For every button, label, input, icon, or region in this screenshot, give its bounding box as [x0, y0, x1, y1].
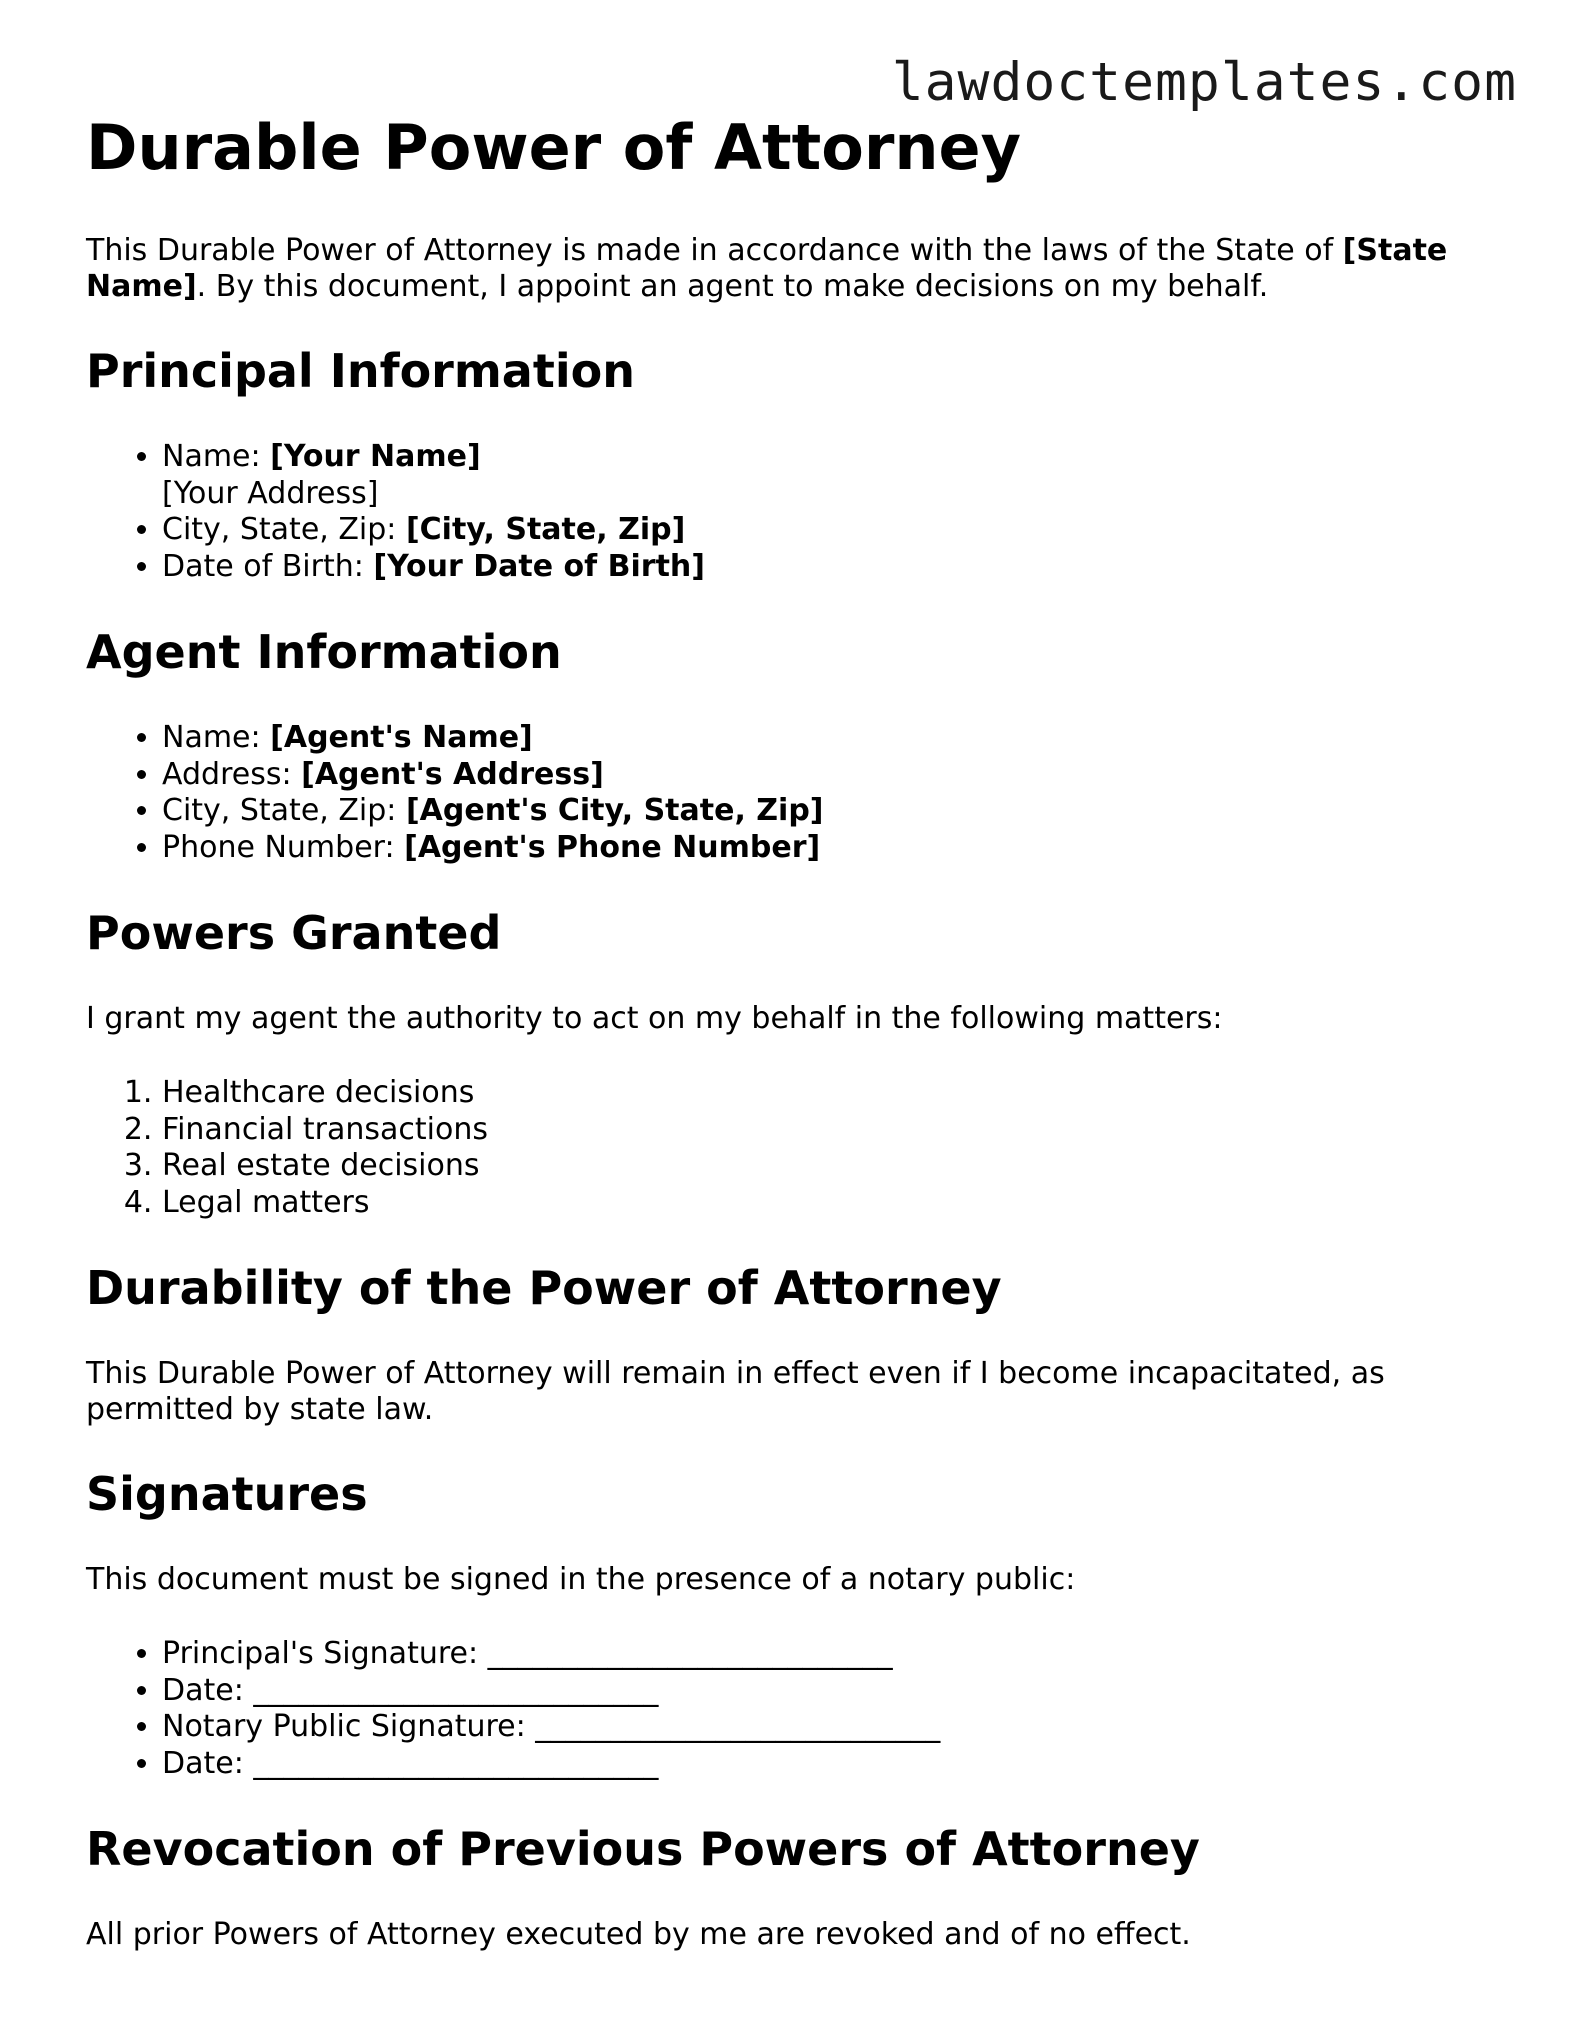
durability-text: This Durable Power of Attorney will remain in effect even if I become incapacitated, as permitted by state law. — [86, 1356, 1385, 1427]
agent-item-label: Phone Number: — [162, 829, 405, 865]
signatures-list — [86, 1636, 1506, 1782]
intro-text-after: . By this document, I appoint an agent to make decisions on my behalf. — [196, 269, 1269, 304]
principal-dob-label: Date of Birth: — [162, 548, 374, 584]
principal-dob-value: [Your Date of Birth] — [373, 548, 706, 584]
signatures-intro: This document must be signed in the presence of a notary public: — [86, 1562, 1076, 1597]
principal-address: [Your Address] — [162, 475, 379, 511]
document-body — [86, 108, 1506, 1991]
powers-list — [86, 1075, 1506, 1221]
signature-label: Date: — [162, 1745, 254, 1781]
agent-item-value: [Agent's Phone Number] — [404, 829, 821, 865]
revocation-text: All prior Powers of Attorney executed by me are revoked and of no effect. — [86, 1917, 1191, 1952]
signature-label: Principal's Signature: — [162, 1636, 488, 1671]
signature-blank-line: ___________________________ — [253, 1745, 659, 1781]
revocation-heading: Revocation of Previous Powers of Attorney — [86, 1822, 1200, 1876]
agent-item-value: [Agent's City, State, Zip] — [405, 793, 824, 828]
principal-date-item — [162, 1673, 1506, 1710]
principal-city-value: [City, State, Zip] — [405, 512, 686, 547]
power-item: 3. Real estate decisions — [162, 1148, 1506, 1185]
signature-label: Notary Public Signature: — [162, 1709, 536, 1744]
power-item: 4. Legal matters — [162, 1185, 1506, 1222]
signature-blank-line: ___________________________ — [487, 1636, 893, 1671]
signature-blank-line: ___________________________ — [535, 1709, 941, 1744]
durability-heading: Durability of the Power of Attorney — [86, 1261, 1002, 1315]
document-title: Durable Power of Attorney — [86, 111, 1021, 184]
agent-address-item — [162, 757, 1506, 794]
principal-dob-item — [162, 549, 1506, 586]
signature-label: Date: — [162, 1672, 254, 1708]
principal-city-item — [162, 512, 1506, 549]
power-item: 1. Healthcare decisions — [162, 1075, 1506, 1112]
agent-item-label: City, State, Zip: — [162, 793, 406, 828]
agent-item-value: [Agent's Address] — [301, 756, 604, 792]
state-name-placeholder: [State Name] — [86, 233, 1448, 304]
agent-city-item — [162, 793, 1506, 830]
agent-heading: Agent Information — [86, 625, 562, 679]
principal-city-label: City, State, Zip: — [162, 512, 406, 547]
principal-signature-item — [162, 1636, 1506, 1673]
power-item: 2. Financial transactions — [162, 1112, 1506, 1149]
signature-blank-line: ___________________________ — [253, 1672, 659, 1708]
agent-list — [86, 720, 1506, 866]
notary-date-item — [162, 1746, 1506, 1783]
notary-signature-item — [162, 1709, 1506, 1746]
principal-name-value: [Your Name] — [270, 439, 481, 474]
agent-item-label: Address: — [162, 756, 302, 792]
principal-name-item — [162, 439, 1506, 512]
powers-heading: Powers Granted — [86, 906, 502, 960]
intro-text-before: This Durable Power of Attorney is made in accordance with the laws of the State of — [86, 233, 1343, 268]
site-watermark: lawdoctemplates.com — [891, 52, 1517, 113]
signatures-heading: Signatures — [86, 1467, 368, 1521]
agent-item-value: [Agent's Name] — [270, 720, 533, 755]
agent-phone-item — [162, 830, 1506, 867]
agent-name-item — [162, 720, 1506, 757]
powers-intro: I grant my agent the authority to act on my behalf in the following matters: — [86, 1001, 1223, 1036]
principal-list — [86, 439, 1506, 585]
principal-name-label: Name: — [162, 439, 271, 474]
intro-paragraph — [86, 233, 1506, 305]
agent-item-label: Name: — [162, 720, 271, 755]
principal-heading: Principal Information — [86, 344, 635, 398]
